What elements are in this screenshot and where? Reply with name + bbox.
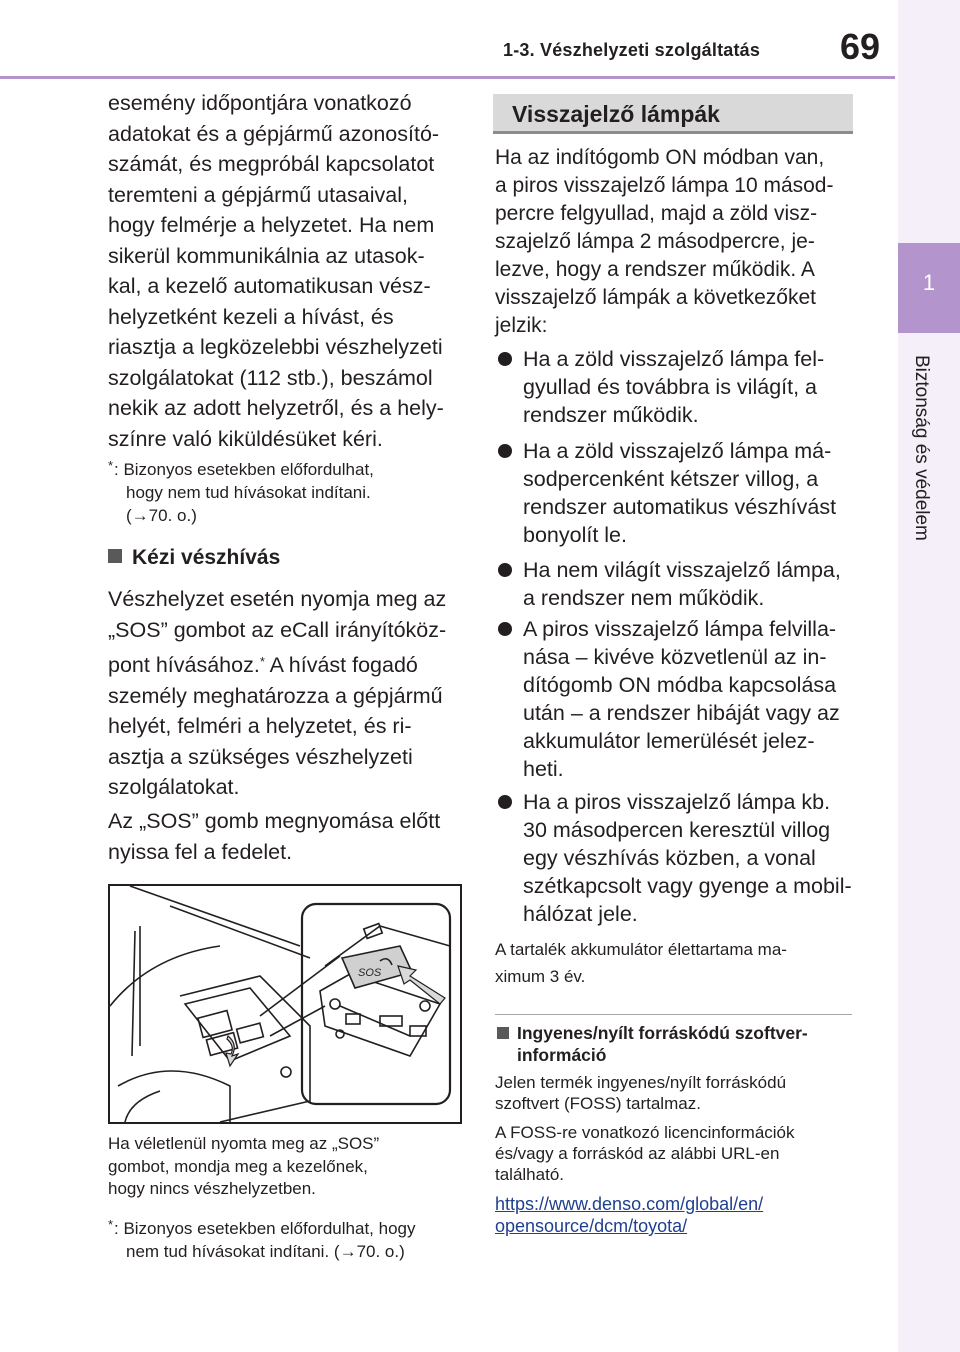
foss-url-link[interactable]: https://www.denso.com/global/en/ opensource/dcm/toyota/ <box>495 1194 764 1236</box>
figure-caption: Ha véletlenül nyomta meg az „SOS” gombot, mondja meg a kezelőnek, hogy nincs vészhelyzetben. <box>108 1134 380 1198</box>
square-bullet-icon <box>108 549 122 563</box>
bullet-icon <box>498 622 512 636</box>
list-item: Ha nem világít visszajelző lámpa, a rendszer nem működik. <box>497 556 852 612</box>
overhead-console-drawing <box>110 886 460 1122</box>
footnote: * : Bizonyos esetekben előfordulhat, hogy nem tud hívásokat indítani. (→70. o.) <box>108 458 374 525</box>
header-rule <box>0 76 895 79</box>
list-item: Ha a zöld visszajelző lámpa fel- gyullad és továbbra is világít, a rendszer működik. <box>497 345 852 429</box>
indicator-intro: Ha az indítógomb ON módban van, a piros visszajelző lámpa 10 másod- percre felgyullad, majd a zöld visz- szajelző lámpa 2 másodpercre, je- lezve, hogy a rendszer működik. A visszajelző lámpák a következőket jelzik: <box>495 146 834 337</box>
section-title: Visszajelző lámpák <box>512 101 720 127</box>
manual-call-heading: Kézi vészhívás <box>108 546 468 570</box>
page-number: 69 <box>840 26 881 67</box>
list-item: Ha a zöld visszajelző lámpa má- sodpercenként kétszer villog, a rendszer automatikus vészhívást bonyolít le. <box>497 437 852 549</box>
bullet-icon <box>498 352 512 366</box>
section-heading: 1-3. Vészhelyzeti szolgáltatás <box>503 40 761 60</box>
battery-note: A tartalék akkumulátor élettartama ma- ximum 3 év. <box>495 940 787 986</box>
sos-label: SOS <box>358 967 382 979</box>
foss-heading: Ingyenes/nyílt forráskódú szoftver- információ <box>495 1022 855 1066</box>
chapter-number: 1 <box>922 270 936 295</box>
divider <box>495 1014 852 1015</box>
bullet-icon <box>498 795 512 809</box>
intro-paragraph: esemény időpontjára vonatkozó adatokat és a gépjármű azonosító- számát, és megpróbál kapcsolatot teremteni a gépjármű utasaival, hogy felmérje a helyzetet. Ha nem sikerül kommunikálnia az utasok- kal, a kezelő automatikusan vész- helyzetként kezeli a hívást, és riasztja a legközelebbi vészhelyzeti szolgálatokat (112 stb.), beszámol nekik az adott helyzetről, és a hely- színre való kiküldésüket kéri. <box>108 91 444 451</box>
manual-call-paragraph: Vészhelyzet esetén nyomja meg az „SOS” gombot az eCall irányítóköz- pont hívásához.* A hívást fogadó személy meghatározza a gépjármű helyét, felméri a helyzetet, és ri- asztja a szükséges vészhelyzeti szolgálatokat. <box>108 587 447 799</box>
sos-cover-paragraph: Az „SOS” gomb megnyomása előtt nyissa fel a fedelet. <box>108 809 441 864</box>
side-tab-strip <box>898 0 960 1352</box>
bullet-icon <box>498 563 512 577</box>
list-item: Ha a piros visszajelző lámpa kb. 30 másodpercen keresztül villog egy vészhívás közben, a vonal szétkapcsolt vagy gyenge a mobil- hálózat jele. <box>497 788 852 928</box>
foss-paragraph: Jelen termék ingyenes/nyílt forráskódú szoftvert (FOSS) tartalmaz. <box>495 1073 787 1113</box>
chapter-title: Biztonság és védelem <box>911 355 932 541</box>
footnote: * : Bizonyos esetekben előfordulhat, hogy nem tud hívásokat indítani. (→70. o.) <box>108 1217 416 1261</box>
square-bullet-icon <box>497 1027 509 1039</box>
foss-license-paragraph: A FOSS-re vonatkozó licencinformációk és/vagy a forráskód az alábbi URL-en található. <box>495 1123 795 1184</box>
list-item: A piros visszajelző lámpa felvilla- nása – kivéve közvetlenül az in- dítógomb ON módba kapcsolása után – a rendszer hibáját vagy az akkumulátor lemerülését jelez- heti. <box>497 615 852 783</box>
bullet-icon <box>498 444 512 458</box>
sos-button-illustration <box>108 884 462 1124</box>
